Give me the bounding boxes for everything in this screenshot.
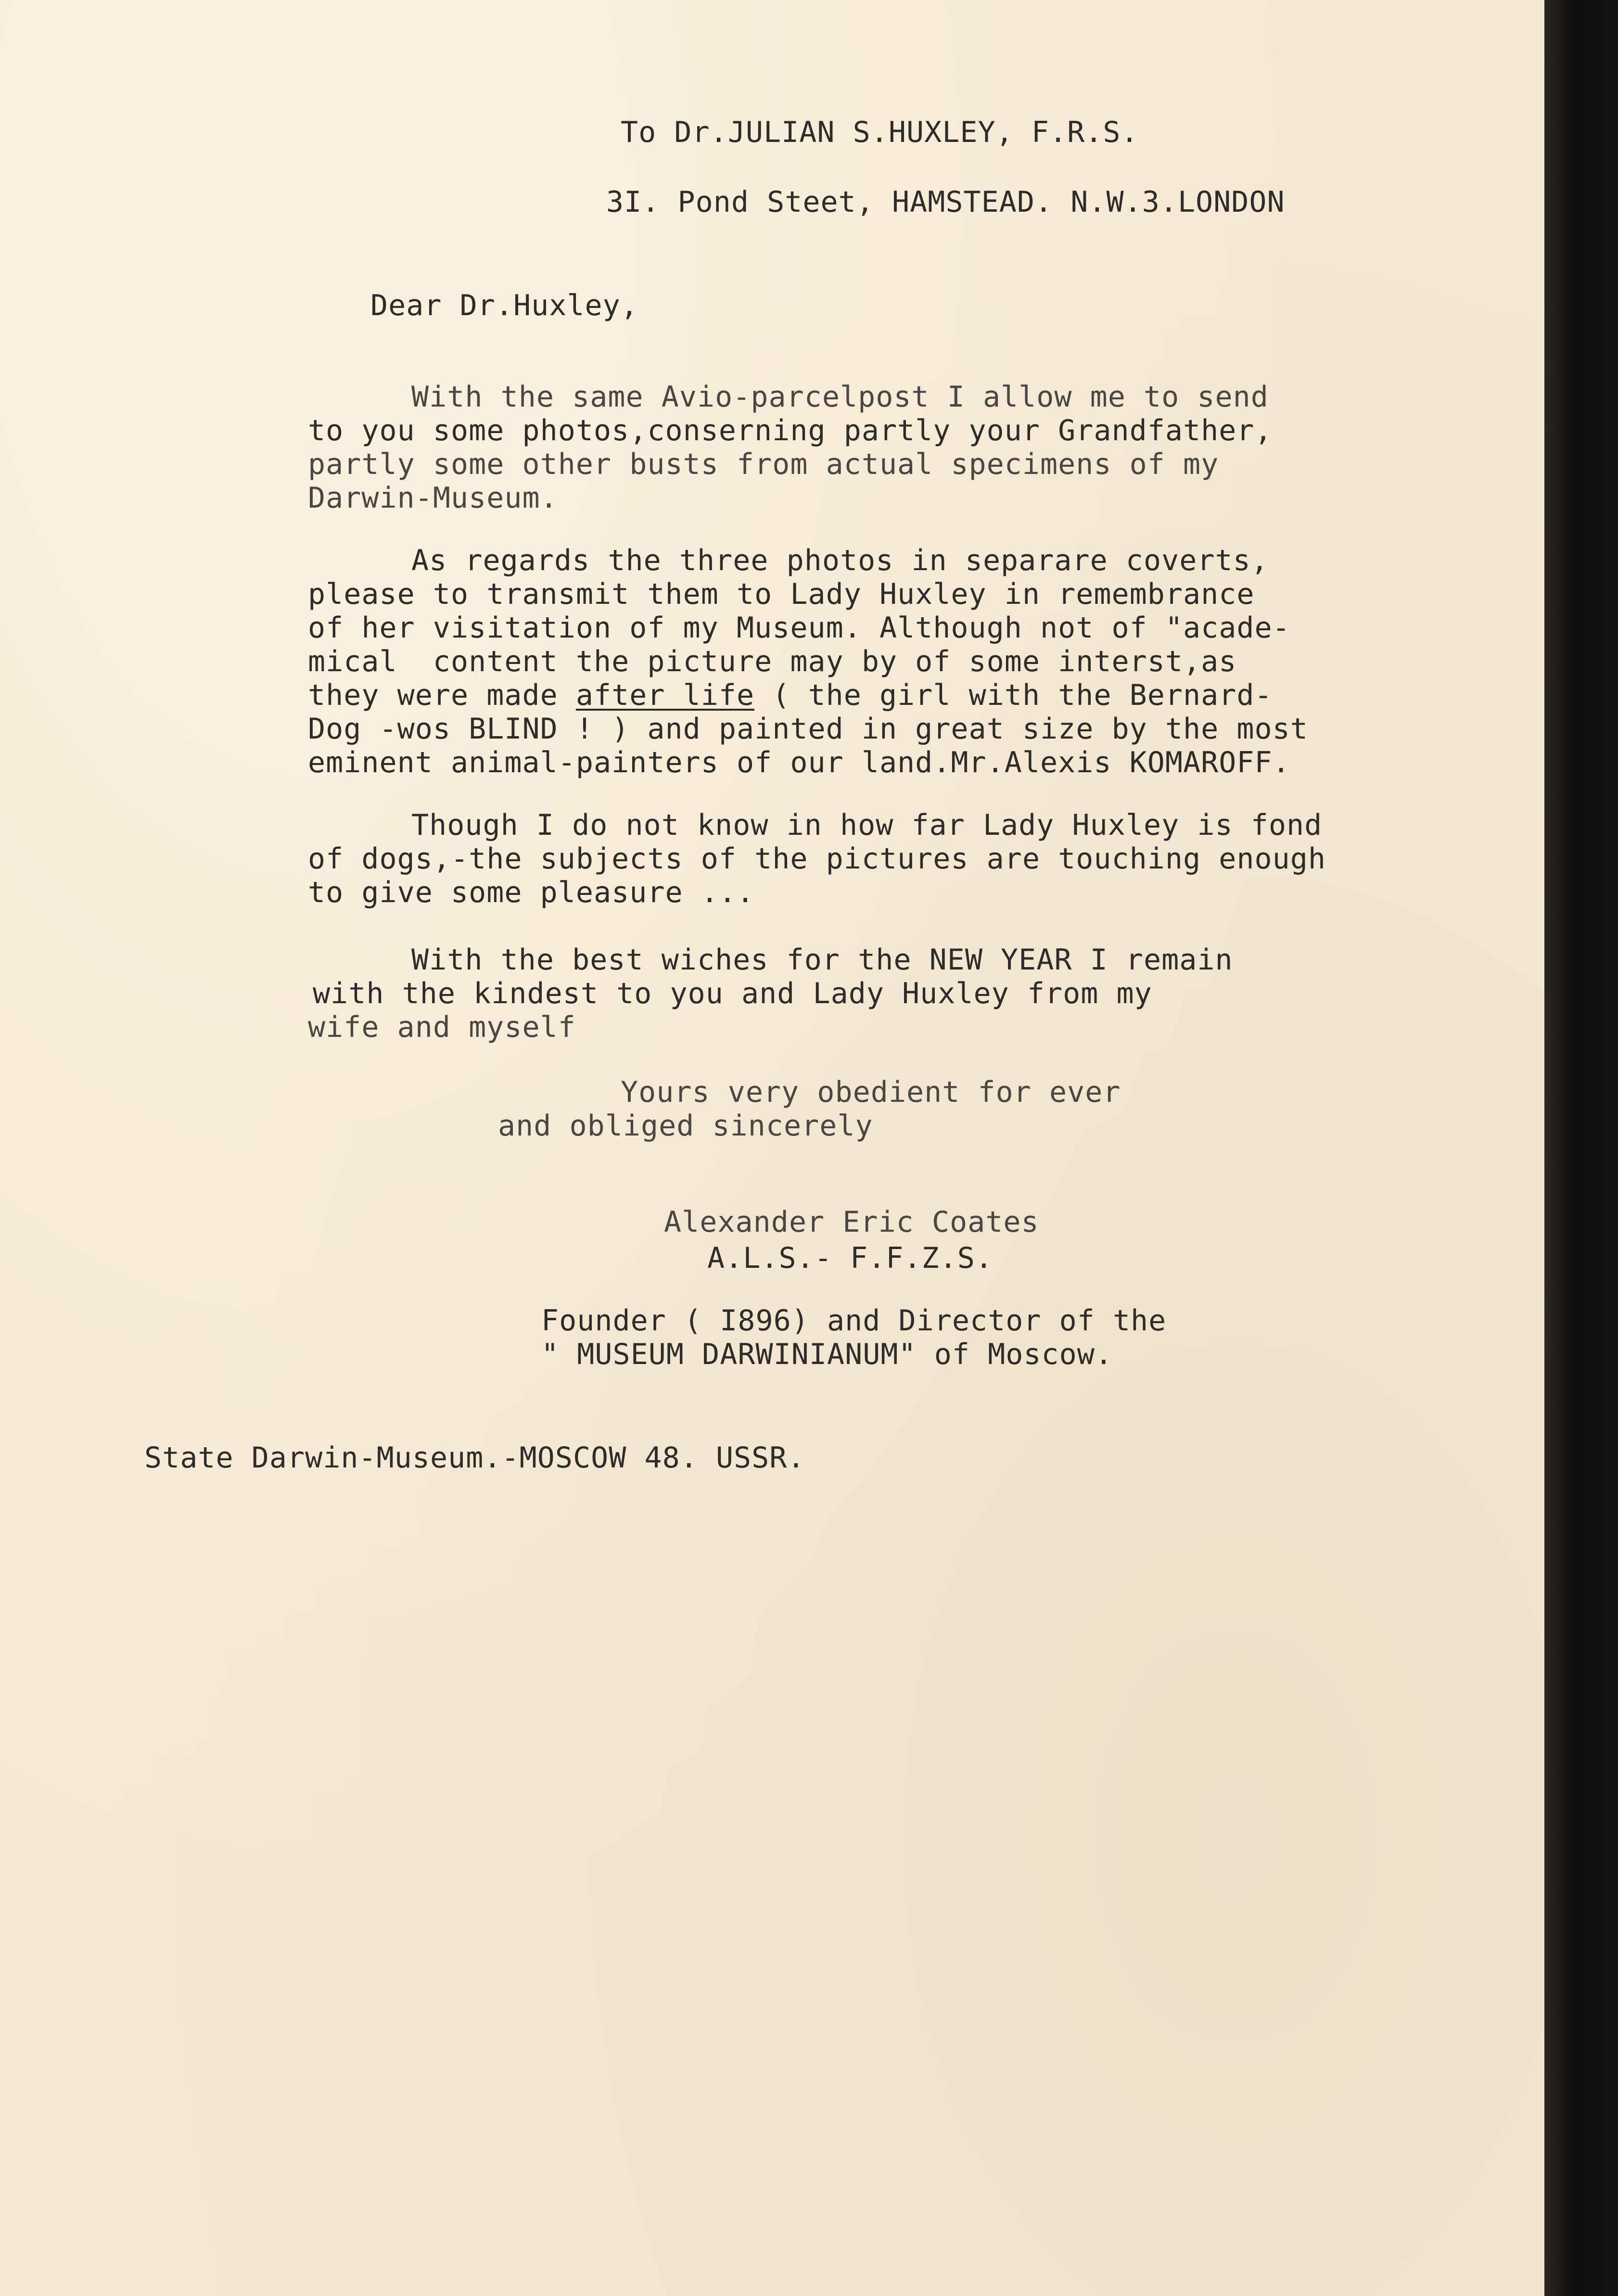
p1-line: partly some other busts from actual specimens of my <box>308 447 1219 481</box>
founder-line: Founder ( I896) and Director of the <box>541 1304 1167 1338</box>
p3-line: Though I do not know in how far Lady Huxley is fond <box>411 808 1323 842</box>
address-line: 3I. Pond Steet, HAMSTEAD. N.W.3.LONDON <box>606 185 1285 219</box>
p1-line: With the same Avio-parcelpost I allow me to send <box>411 380 1269 414</box>
p2-line: As regards the three photos in separare coverts, <box>411 544 1269 577</box>
p4-line: With the best wiches for the NEW YEAR I remain <box>411 943 1233 977</box>
p3-line: to give some pleasure ... <box>308 876 755 909</box>
recipient-line: To Dr.JULIAN S.HUXLEY, F.R.S. <box>621 115 1139 149</box>
signature-name: Alexander Eric Coates <box>664 1205 1039 1239</box>
closing-line: Yours very obedient for ever <box>621 1075 1121 1109</box>
signature-titles: A.L.S.- F.F.Z.S. <box>707 1241 993 1275</box>
scan-edge <box>1544 0 1618 2296</box>
p3-line: of dogs,-the subjects of the pictures are touching enough <box>308 842 1326 876</box>
p2-line: mical content the picture may by of some interst,as <box>308 645 1237 678</box>
closing-line: and obliged sincerely <box>498 1109 873 1143</box>
p2-line: of her visitation of my Museum. Although not of "acade- <box>308 611 1290 645</box>
p2-line: please to transmit them to Lady Huxley in remembrance <box>308 577 1255 611</box>
p1-line: Darwin-Museum. <box>308 481 558 515</box>
p2-line: Dog -wos BLIND ! ) and painted in great size by the most <box>308 712 1308 746</box>
footer-address: State Darwin-Museum.-MOSCOW 48. USSR. <box>144 1441 805 1475</box>
p1-line: to you some photos,conserning partly your Grandfather, <box>308 414 1273 447</box>
salutation: Dear Dr.Huxley, <box>370 289 638 322</box>
p4-line: with the kindest to you and Lady Huxley from my <box>313 977 1152 1010</box>
p2-line5-after: ( the girl with the Bernard- <box>754 678 1273 712</box>
p4-line: wife and myself <box>308 1010 576 1044</box>
underlined-phrase: after life <box>575 678 755 712</box>
p2-line5-before: they were made <box>308 678 576 712</box>
p2-line <box>308 678 1273 712</box>
founder-line: " MUSEUM DARWINIANUM" of Moscow. <box>541 1338 1113 1371</box>
p2-line: eminent animal-painters of our land.Mr.Alexis KOMAROFF. <box>308 746 1290 779</box>
